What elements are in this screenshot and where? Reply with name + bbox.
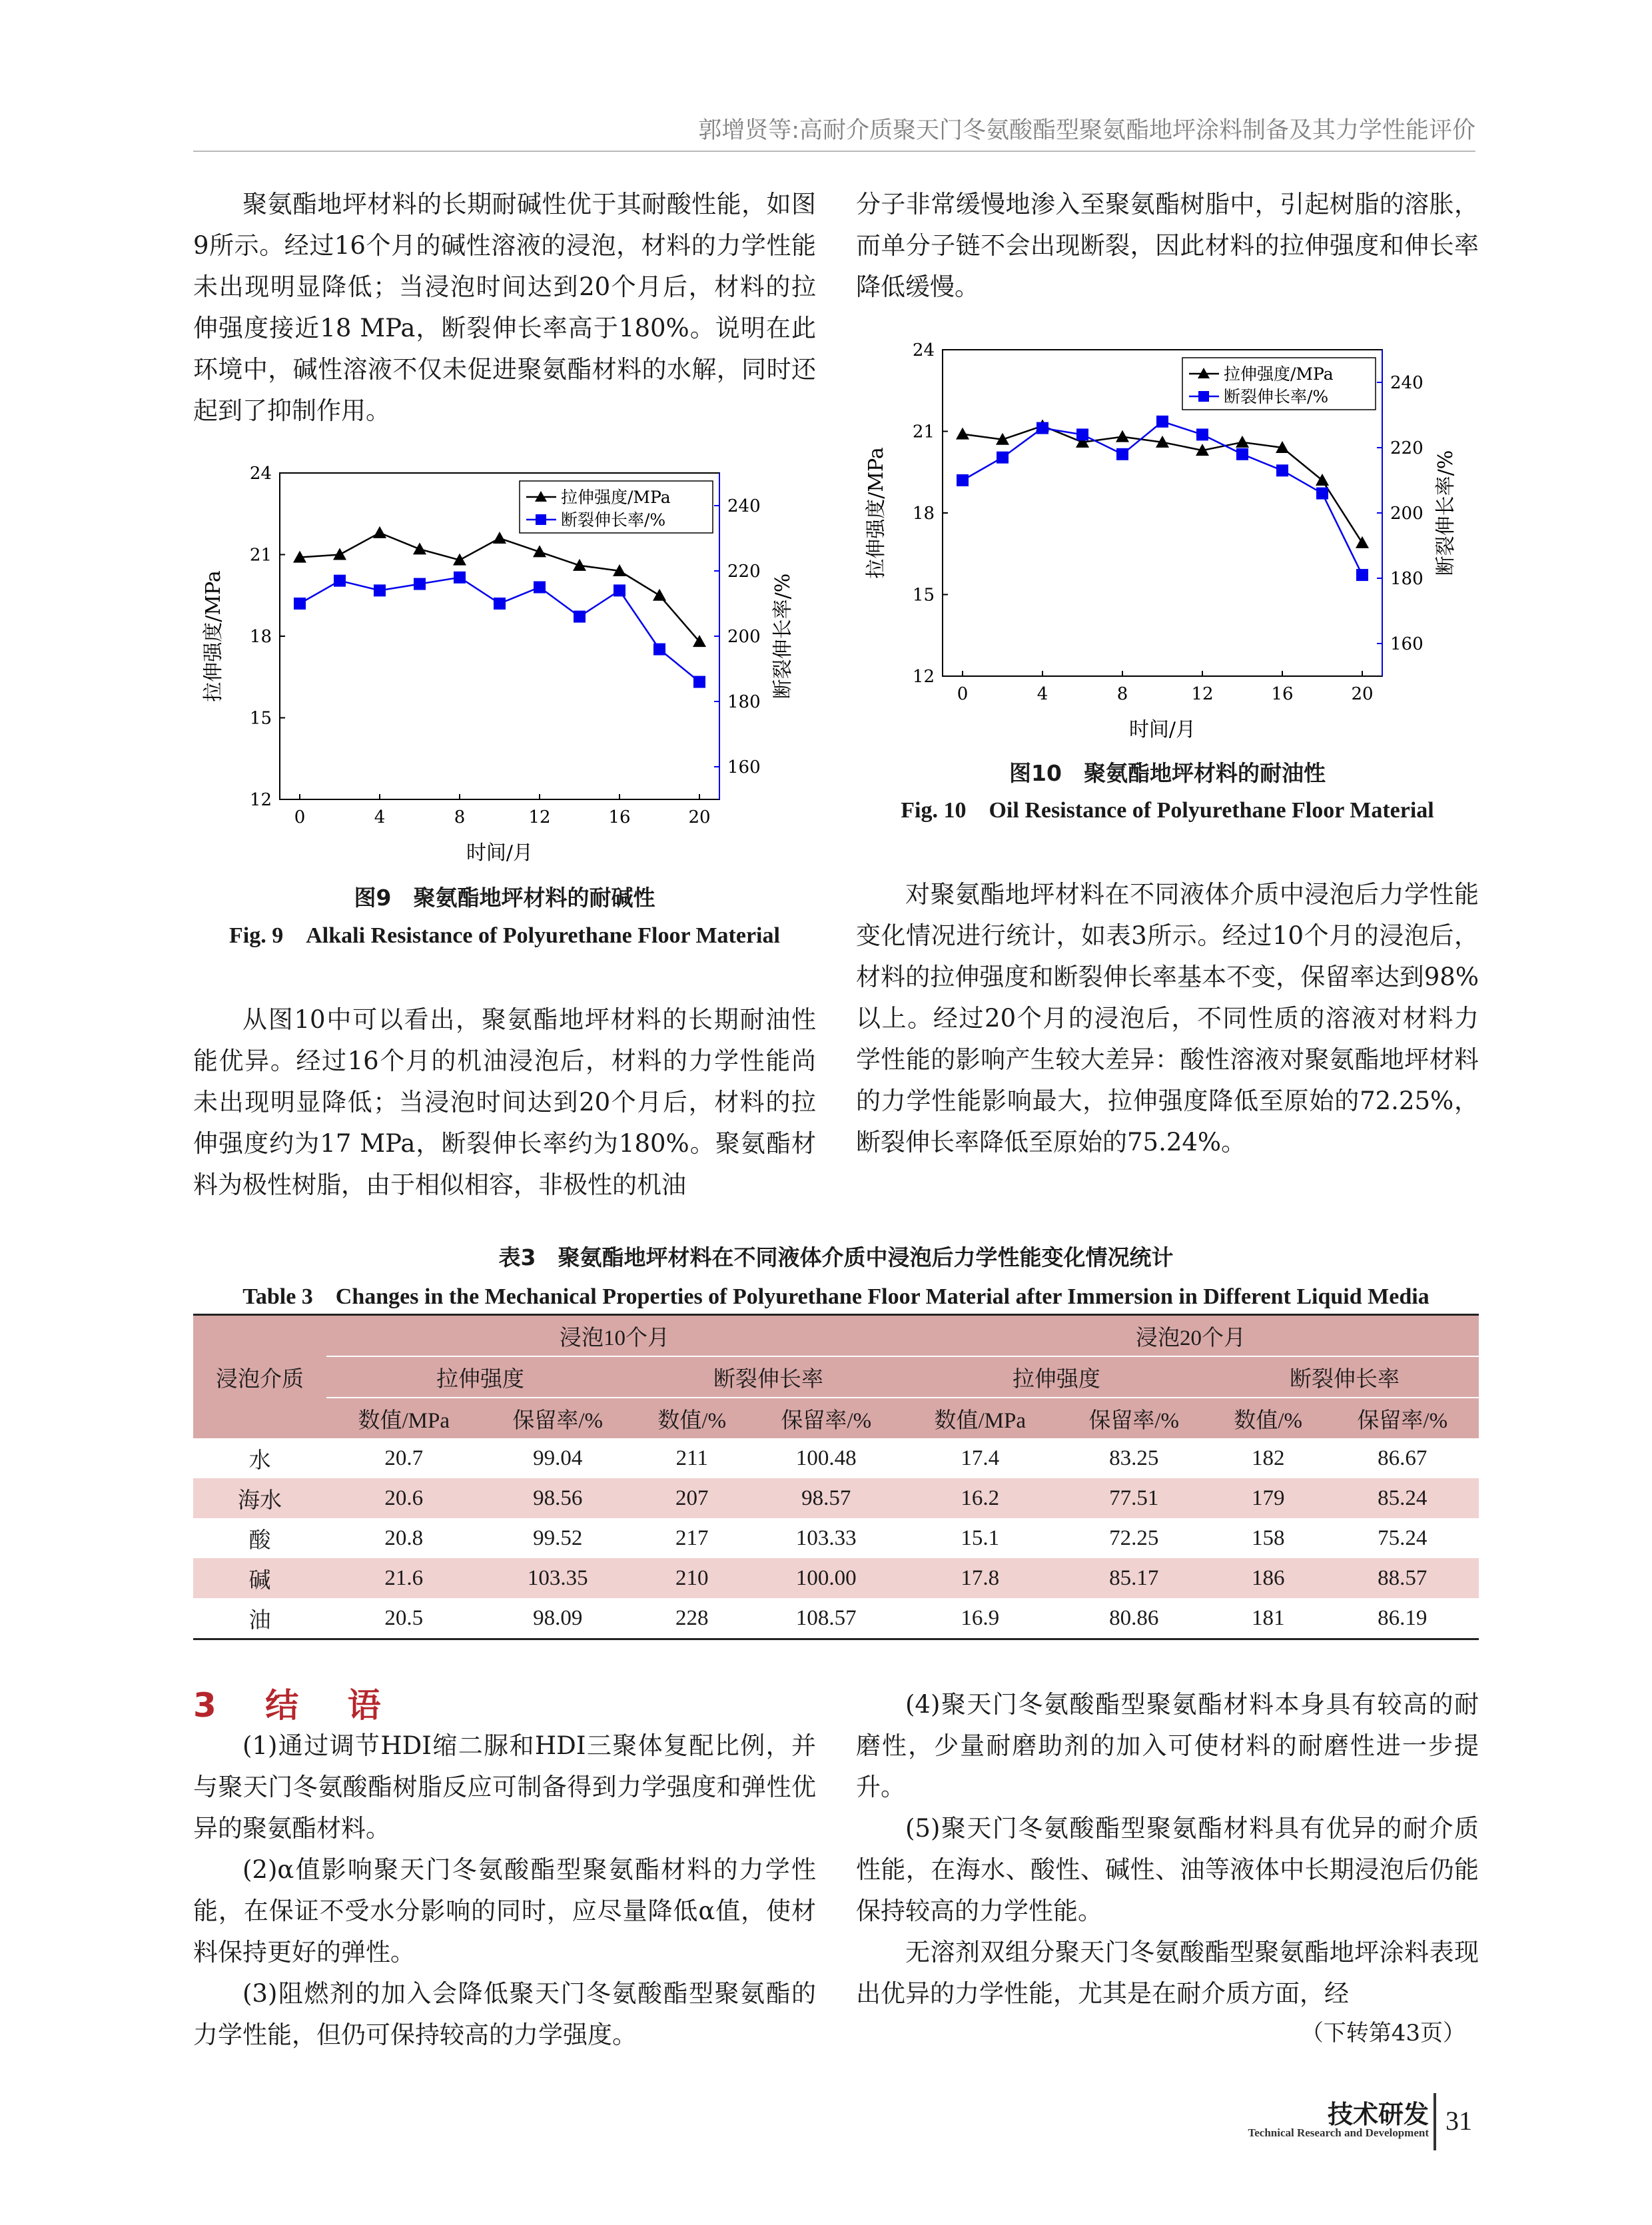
y2-tick-label: 160	[727, 757, 761, 777]
table-cell: 72.25	[1109, 1526, 1159, 1550]
header-value-mpa: 数值/MPa	[934, 1408, 1026, 1433]
data-point-square	[957, 474, 969, 486]
table-cell: 75.24	[1378, 1526, 1428, 1550]
x-tick-label: 20	[688, 807, 711, 827]
table-row	[193, 1438, 1479, 1478]
data-point-square	[653, 644, 665, 656]
x-tick-label: 8	[454, 807, 466, 827]
table-cell: 182	[1251, 1446, 1285, 1470]
legend-label: 拉伸强度/MPa	[1224, 364, 1334, 384]
y-axis-label: 拉伸强度/MPa	[865, 447, 888, 579]
y-tick-label: 21	[912, 422, 935, 442]
data-point-triangle	[373, 526, 386, 538]
table-cell: 108.57	[795, 1605, 857, 1630]
header-group-20: 浸泡20个月	[903, 1315, 1479, 1357]
table-cell: 98.57	[801, 1486, 851, 1510]
table-cell: 100.48	[795, 1446, 857, 1470]
table-cell: 16.9	[961, 1605, 1000, 1630]
table-cell: 99.04	[533, 1446, 583, 1470]
data-point-square	[574, 611, 586, 623]
fig9-caption-en: Fig. 9 Alkali Resistance of Polyurethane Floor Material	[229, 923, 780, 948]
header-retention: 保留率/%	[512, 1408, 604, 1433]
table-row	[193, 1518, 1479, 1558]
data-point-square	[294, 598, 306, 610]
table-row	[193, 1598, 1479, 1639]
y-tick-label: 21	[249, 545, 272, 566]
fig9-chart	[193, 460, 816, 879]
data-point-square	[1036, 422, 1048, 434]
x-tick-label: 0	[957, 684, 969, 704]
table-cell: 85.17	[1109, 1565, 1159, 1590]
header-medium: 浸泡介质	[216, 1367, 304, 1392]
x-tick-label: 4	[1036, 684, 1048, 704]
footer-section-cn: 技术研发	[1327, 2100, 1429, 2129]
legend-marker-square	[1198, 391, 1209, 402]
cell-medium: 水	[248, 1448, 271, 1473]
cell-medium: 油	[248, 1608, 271, 1633]
header-elongation: 断裂伸长率	[1210, 1356, 1479, 1398]
table-cell: 86.67	[1378, 1446, 1428, 1470]
table3-caption-en: Table 3 Changes in the Mechanical Properties of Polyurethane Floor Material after Immersion in Different Liquid Media	[242, 1284, 1430, 1309]
data-point-square	[1196, 428, 1208, 440]
data-point-square	[614, 584, 625, 596]
table-cell: 103.33	[795, 1526, 857, 1550]
table-cell: 16.2	[961, 1486, 1000, 1510]
table-cell: 98.09	[533, 1605, 583, 1630]
page-number: 31	[1446, 2106, 1472, 2136]
y2-tick-label: 220	[727, 562, 761, 582]
table-row	[193, 1478, 1479, 1518]
data-point-square	[1076, 428, 1088, 440]
paragraph: 分子非常缓慢地渗入至聚氨酯树脂中，引起树脂的溶胀，而单分子链不会出现断裂，因此材料的拉伸强度和伸长率降低缓慢。	[856, 190, 1479, 301]
y-tick-label: 18	[249, 627, 272, 647]
conclusion-item: (1)通过调节HDI缩二脲和HDI三聚体复配比例，并与聚天门冬氨酸酯树脂反应可制备得到力学强度和弹性优异的聚氨酯材料。	[193, 1731, 816, 1843]
table-cell: 88.57	[1378, 1565, 1428, 1590]
cell-medium: 碱	[248, 1568, 271, 1593]
y2-axis-label: 断裂伸长率/%	[1434, 450, 1457, 576]
data-point-triangle	[1236, 436, 1249, 448]
footer-divider	[1434, 2093, 1436, 2150]
table-cell: 17.4	[961, 1446, 1000, 1470]
table-cell: 17.8	[961, 1565, 1000, 1590]
running-header: 郭增贤等:高耐介质聚天门冬氨酸酯型聚氨酯地坪涂料制备及其力学性能评价	[698, 117, 1475, 144]
data-point-square	[1236, 448, 1248, 460]
x-tick-label: 16	[1271, 684, 1294, 704]
paragraph: 对聚氨酯地坪材料在不同液体介质中浸泡后力学性能变化情况进行统计，如表3所示。经过10个月的浸泡后，材料的拉伸强度和断裂伸长率基本不变，保留率达到98%以上。经过20个月的浸泡后，不同性质的溶液对材料力学性能的影响产生较大差异：酸性溶液对聚氨酯地坪材料的力学性能影响最大，拉伸强度降低至原始的72.25%，断裂伸长率降低至原始的75.24%。	[856, 880, 1479, 1156]
y2-tick-label: 180	[1390, 569, 1424, 589]
y-tick-label: 12	[249, 790, 272, 810]
legend-label: 断裂伸长率/%	[561, 510, 666, 530]
data-point-triangle	[533, 545, 546, 557]
left-top-block	[193, 184, 816, 432]
data-point-triangle	[413, 542, 426, 554]
table-cell: 186	[1251, 1565, 1285, 1590]
data-point-triangle	[1116, 430, 1129, 442]
table-cell: 100.00	[795, 1565, 857, 1590]
table-cell: 179	[1251, 1486, 1285, 1510]
table-cell: 228	[675, 1605, 709, 1630]
conclusion-item: (3)阻燃剂的加入会降低聚天门冬氨酸酯型聚氨酯的力学性能，但仍可保持较高的力学强度。	[193, 1979, 816, 2049]
section3-right	[856, 1684, 1479, 2047]
fig10-caption-cn: 图10 聚氨酯地坪材料的耐油性	[1009, 760, 1326, 786]
data-point-triangle	[956, 428, 969, 440]
data-point-triangle	[573, 559, 586, 571]
header-retention: 保留率/%	[781, 1408, 872, 1433]
cell-medium: 海水	[238, 1488, 282, 1513]
y2-tick-label: 180	[727, 692, 761, 712]
conclusion-item: (2)α值影响聚天门冬氨酸酯型聚氨酯材料的力学性能，在保证不受水分影响的同时，应尽量降低α值，使材料保持更好的弹性。	[193, 1855, 816, 1967]
table-cell: 20.6	[384, 1486, 424, 1510]
left-mid-block	[193, 999, 816, 1206]
conclusion-item: (5)聚天门冬氨酸酯型聚氨酯材料具有优异的耐介质性能，在海水、酸性、碱性、油等液体中长期浸泡后仍能保持较高的力学性能。	[856, 1814, 1479, 1925]
data-point-square	[1156, 416, 1168, 428]
header-tensile: 拉伸强度	[326, 1356, 634, 1398]
table-cell: 99.52	[533, 1526, 583, 1550]
x-tick-label: 4	[374, 807, 386, 827]
continue-note: （下转第43页）	[1300, 2020, 1465, 2046]
header-retention: 保留率/%	[1357, 1408, 1448, 1433]
table-cell: 86.19	[1378, 1605, 1428, 1630]
table-cell: 207	[675, 1486, 709, 1510]
y2-tick-label: 200	[1390, 504, 1424, 524]
table-cell: 20.8	[384, 1526, 424, 1550]
header-rule	[193, 151, 1475, 152]
cell-medium: 酸	[248, 1528, 271, 1553]
table-cell: 158	[1251, 1526, 1285, 1550]
data-point-triangle	[653, 589, 666, 601]
header-tensile: 拉伸强度	[903, 1356, 1210, 1398]
table-cell: 20.7	[384, 1446, 424, 1470]
y2-axis-label: 断裂伸长率/%	[771, 573, 795, 699]
header-elongation: 断裂伸长率	[634, 1356, 903, 1398]
y-tick-label: 15	[912, 585, 935, 606]
x-axis-label: 时间/月	[466, 841, 534, 865]
series-line	[300, 578, 699, 682]
data-point-triangle	[493, 532, 506, 544]
data-point-square	[534, 582, 546, 594]
series-line	[300, 533, 699, 642]
table-cell: 20.5	[384, 1605, 424, 1630]
table-cell: 80.86	[1109, 1605, 1159, 1630]
header-value-pct: 数值/%	[1234, 1408, 1303, 1433]
table3	[193, 1314, 1479, 1640]
right-top-block	[856, 184, 1479, 308]
data-point-triangle	[1356, 536, 1369, 548]
data-point-square	[454, 572, 466, 584]
table-cell: 21.6	[384, 1565, 424, 1590]
data-point-square	[693, 676, 705, 688]
table-cell: 83.25	[1109, 1446, 1159, 1470]
x-tick-label: 12	[528, 807, 551, 827]
x-tick-label: 16	[608, 807, 631, 827]
y-tick-label: 15	[249, 708, 272, 729]
table-cell: 210	[675, 1565, 709, 1590]
table-cell: 15.1	[961, 1526, 1000, 1550]
fig9-caption-cn: 图9 聚氨酯地坪材料的耐碱性	[354, 885, 655, 911]
data-point-square	[334, 575, 346, 587]
table-cell: 98.56	[533, 1486, 583, 1510]
paragraph: 聚氨酯地坪材料的长期耐碱性优于其耐酸性能，如图9所示。经过16个月的碱性溶液的浸泡，材料的力学性能未出现明显降低；当浸泡时间达到20个月后，材料的拉伸强度接近18 MPa，断裂伸长率高于180%。说明在此环境中，碱性溶液不仅未促进聚氨酯材料的水解，同时还起到了抑制作用。	[193, 190, 816, 425]
header-group-10: 浸泡10个月	[326, 1315, 903, 1357]
legend-label: 拉伸强度/MPa	[561, 488, 671, 507]
y2-tick-label: 220	[1390, 438, 1424, 458]
data-point-square	[374, 584, 386, 596]
header-value-pct: 数值/%	[657, 1408, 727, 1433]
data-point-square	[1116, 448, 1128, 460]
table-cell: 103.35	[527, 1565, 588, 1590]
data-point-square	[414, 578, 426, 590]
y-tick-label: 24	[249, 464, 272, 484]
x-axis-label: 时间/月	[1128, 718, 1196, 741]
header-retention: 保留率/%	[1088, 1408, 1180, 1433]
table-cell: 217	[675, 1526, 709, 1550]
y-tick-label: 12	[912, 667, 935, 687]
table3-caption-cn: 表3 聚氨酯地坪材料在不同液体介质中浸泡后力学性能变化情况统计	[498, 1244, 1174, 1270]
data-point-square	[997, 452, 1009, 464]
y2-tick-label: 160	[1390, 634, 1424, 654]
table-cell: 211	[675, 1446, 708, 1470]
y2-tick-label: 240	[727, 496, 761, 516]
header-value-mpa: 数值/MPa	[358, 1408, 450, 1433]
legend-label: 断裂伸长率/%	[1224, 387, 1329, 406]
x-tick-label: 8	[1116, 684, 1128, 704]
table-cell: 181	[1251, 1605, 1285, 1630]
section-title: 3 结 语	[193, 1686, 400, 1725]
right-mid-block	[856, 874, 1479, 1163]
table-cell: 77.51	[1109, 1486, 1159, 1510]
table-cell: 85.24	[1378, 1486, 1428, 1510]
y2-tick-label: 240	[1390, 373, 1424, 393]
y2-tick-label: 200	[727, 627, 761, 647]
y-tick-label: 24	[912, 340, 935, 360]
paragraph: 从图10中可以看出，聚氨酯地坪材料的长期耐油性能优异。经过16个月的机油浸泡后，材料的力学性能尚未出现明显降低；当浸泡时间达到20个月后，材料的拉伸强度约为17 MPa，断裂伸长率约为180%。聚氨酯材料为极性树脂，由于相似相容，非极性的机油	[193, 1005, 816, 1199]
conclusion-item: 无溶剂双组分聚天门冬氨酸酯型聚氨酯地坪涂料表现出优异的力学性能，尤其是在耐介质方面，经	[856, 1938, 1479, 2008]
footer-section-en: Technical Research and Development	[1248, 2126, 1429, 2139]
y-axis-label: 拉伸强度/MPa	[202, 570, 225, 702]
legend-marker-square	[536, 514, 546, 525]
data-point-triangle	[333, 548, 346, 560]
y-tick-label: 18	[912, 504, 935, 524]
section3-left	[193, 1725, 816, 2056]
data-point-square	[494, 598, 506, 610]
data-point-square	[1276, 464, 1288, 476]
fig10-chart	[856, 336, 1479, 756]
table-row	[193, 1558, 1479, 1598]
x-tick-label: 0	[294, 807, 306, 827]
data-point-square	[1316, 488, 1328, 500]
conclusion-item: (4)聚天门冬氨酸酯型聚氨酯材料本身具有较高的耐磨性，少量耐磨助剂的加入可使材料的耐磨性进一步提升。	[856, 1690, 1479, 1801]
x-tick-label: 12	[1191, 684, 1214, 704]
x-tick-label: 20	[1351, 684, 1374, 704]
fig10-caption-en: Fig. 10 Oil Resistance of Polyurethane Floor Material	[901, 798, 1434, 823]
data-point-square	[1356, 569, 1368, 581]
